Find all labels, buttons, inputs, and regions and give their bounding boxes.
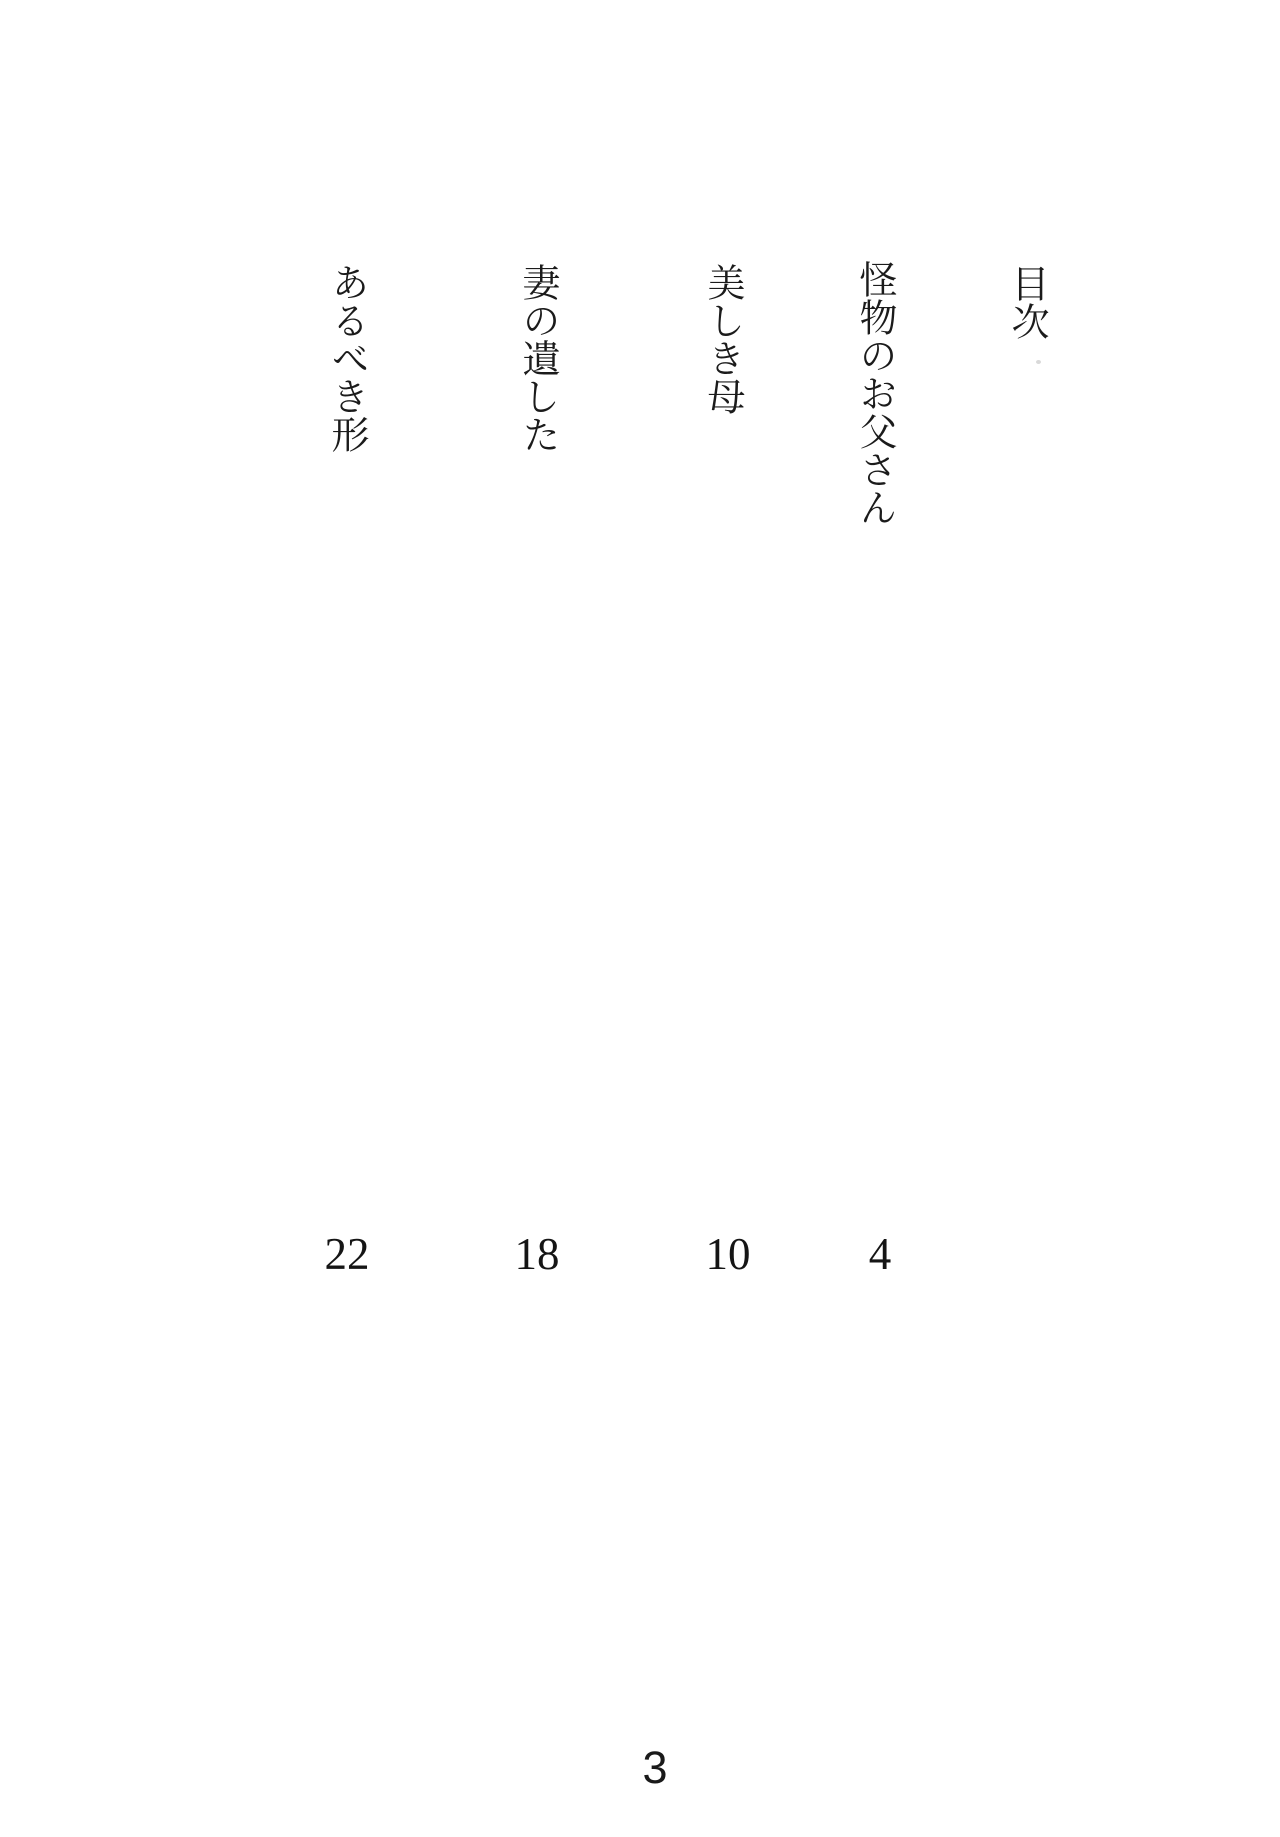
toc-title: 目次 [1005,264,1049,340]
page-folio-number: 3 [642,1742,668,1793]
toc-entry-page-number-3: 18 [514,1229,560,1279]
toc-entry-title-2: 美しき母 [701,263,745,415]
toc-entry-page-number-1: 4 [868,1229,892,1279]
toc-entry-title-3: 妻の遺した [516,263,560,453]
toc-entry-page-number-2: 10 [705,1229,751,1279]
scan-speck [1036,360,1041,364]
toc-entry-title-4: あるべき形 [325,263,369,453]
toc-entry-title-1: 怪物のお父さん [853,260,897,526]
toc-entry-page-number-4: 22 [324,1229,370,1279]
